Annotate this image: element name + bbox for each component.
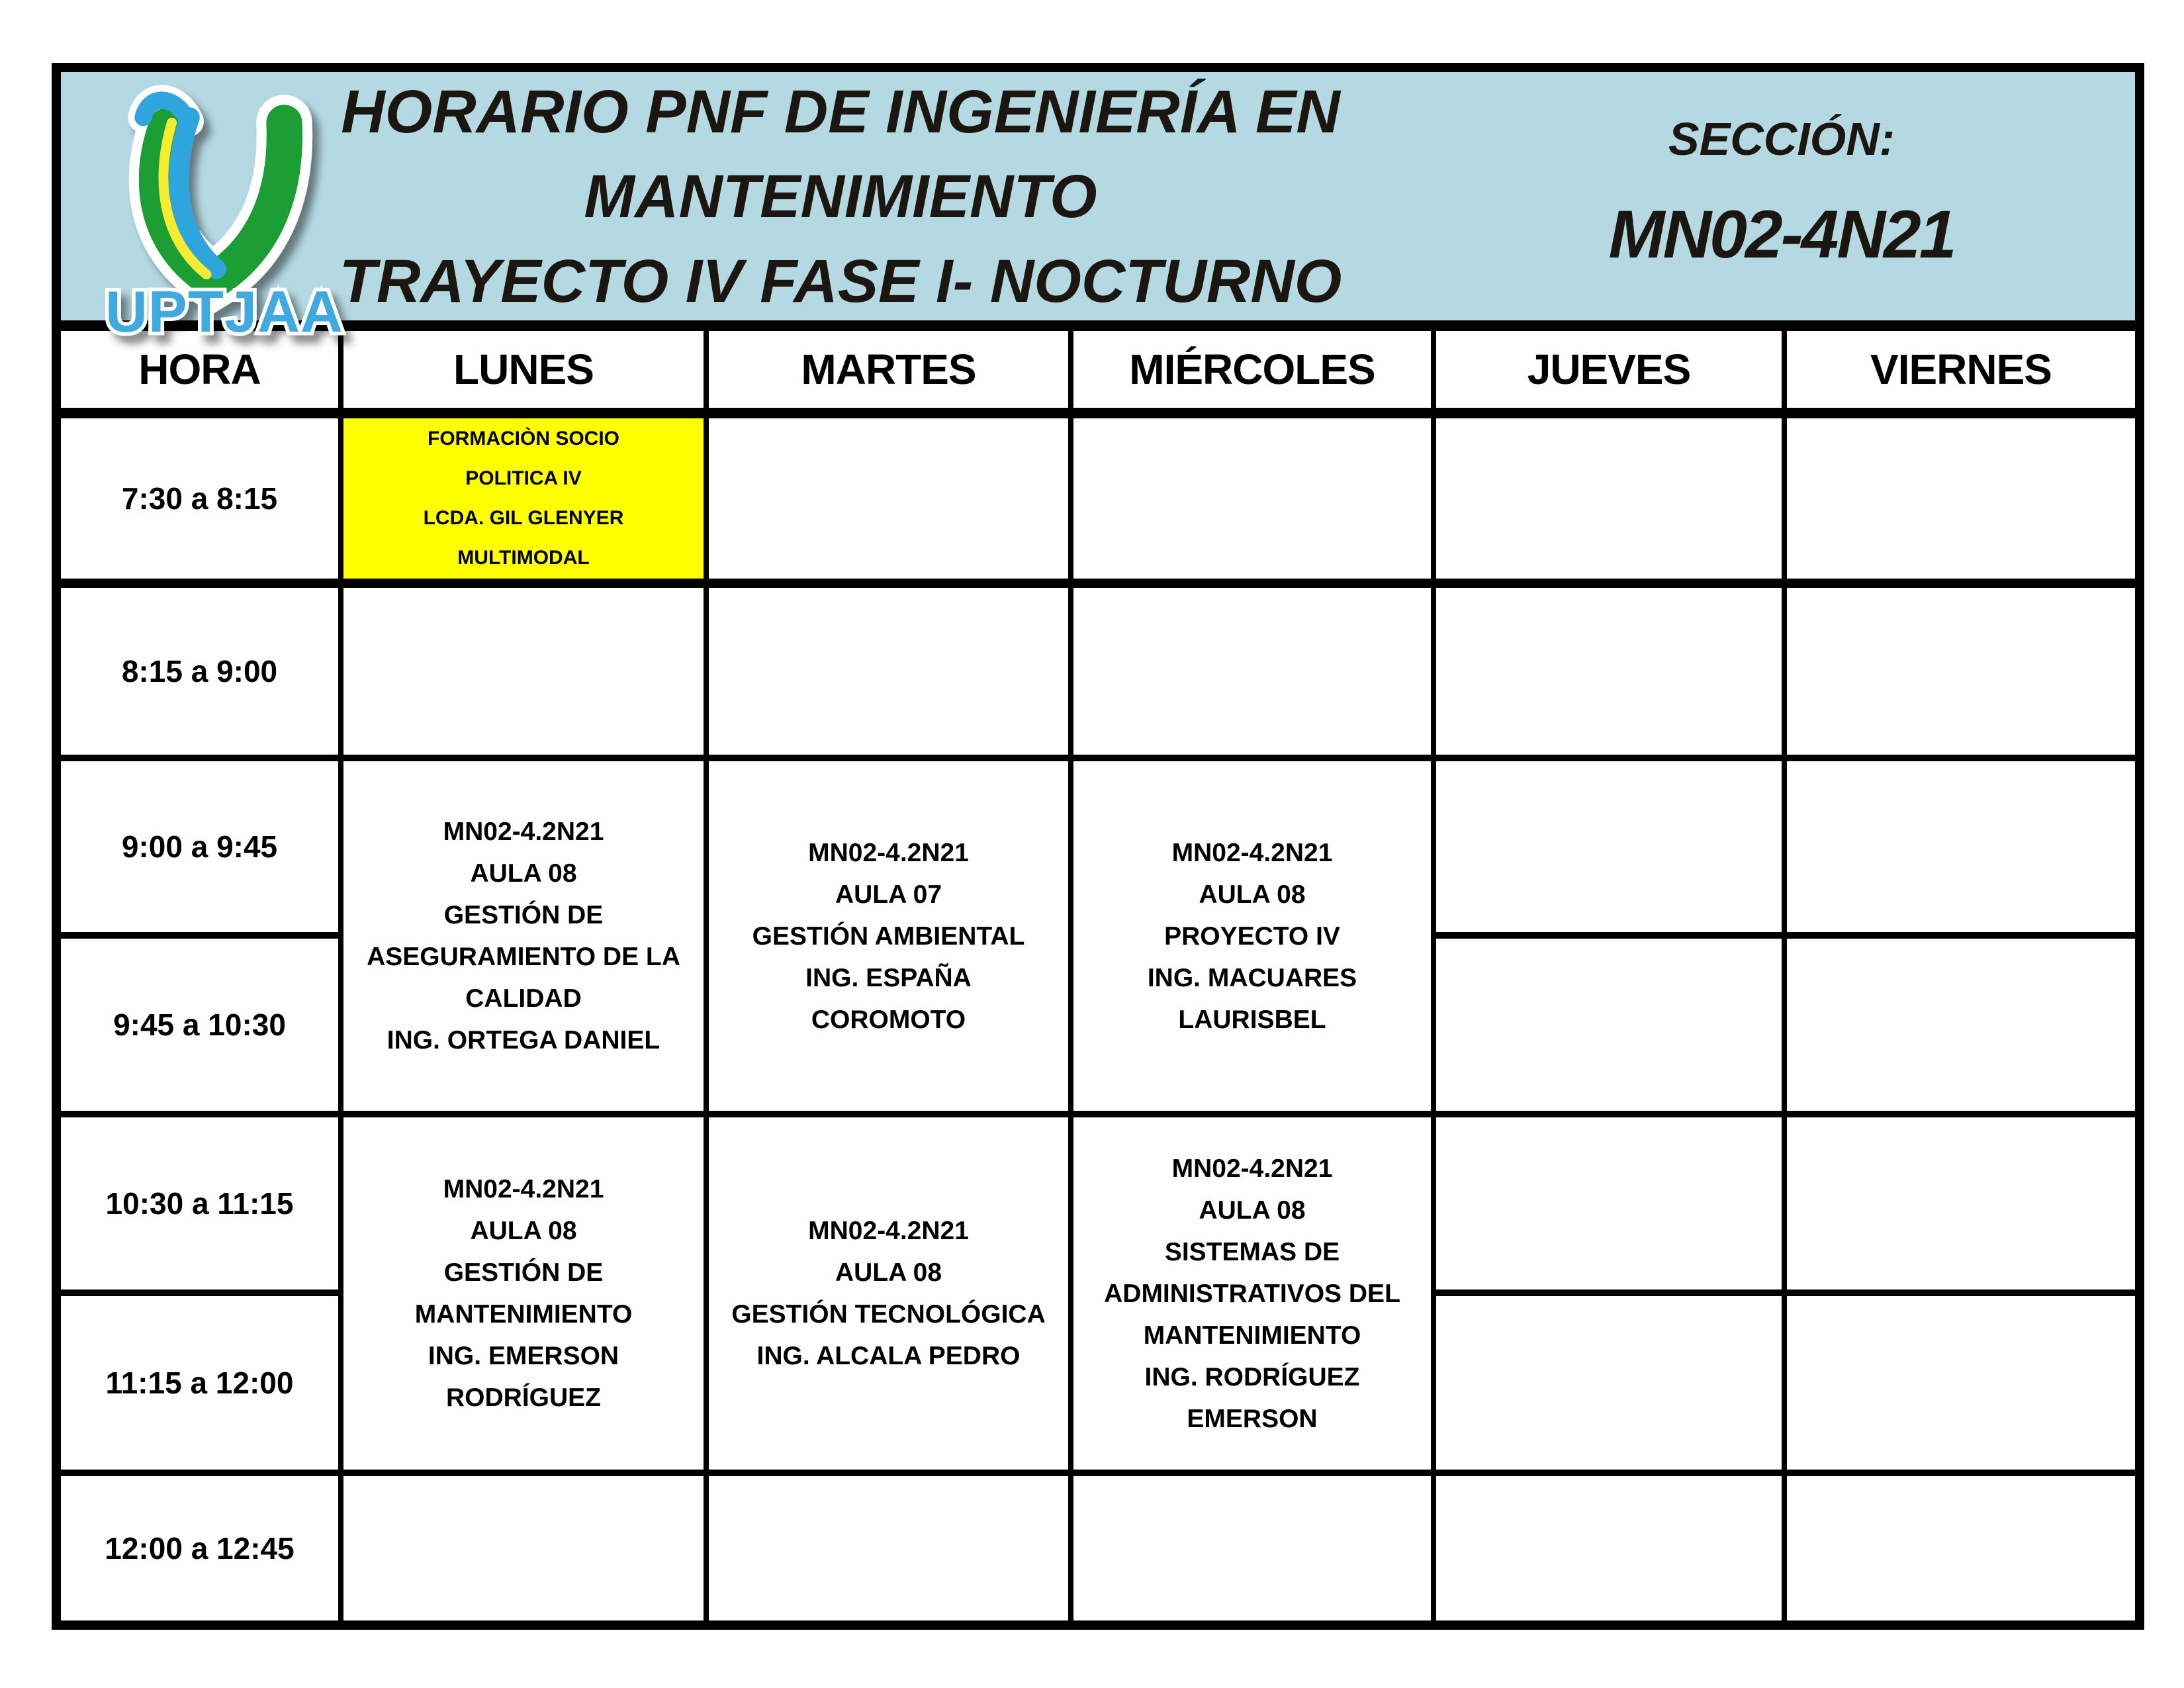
course-line: EMERSON bbox=[1187, 1404, 1318, 1433]
section-block bbox=[1451, 72, 2113, 320]
empty-cell-jueves-r4 bbox=[1436, 939, 1787, 1117]
course-line: AULA 08 bbox=[1199, 880, 1306, 909]
empty-cell-miercoles-r1 bbox=[1073, 418, 1436, 588]
day-header-hora: HORA bbox=[61, 331, 343, 418]
course-line: MANTENIMIENTO bbox=[1143, 1321, 1361, 1350]
course-line: PROYECTO IV bbox=[1164, 921, 1340, 951]
course-line: AULA 08 bbox=[470, 859, 577, 888]
course-line: GESTIÓN DE bbox=[443, 1258, 604, 1287]
course-line: GESTIÓN TECNOLÓGICA bbox=[731, 1300, 1046, 1329]
course-sistemas-administrativos-mantenimiento bbox=[1073, 1117, 1436, 1476]
day-header-jueves: JUEVES bbox=[1436, 331, 1787, 418]
course-line: ING. EMERSON bbox=[428, 1342, 619, 1370]
section-label: SECCIÓN: bbox=[1668, 113, 1895, 165]
empty-cell-jueves-r7 bbox=[1436, 1476, 1787, 1620]
title-line-3: TRAYECTO IV FASE I- NOCTURNO bbox=[339, 247, 1342, 315]
section-value: MN02-4N21 bbox=[1608, 197, 1955, 272]
day-header-miercoles: MIÉRCOLES bbox=[1073, 331, 1436, 418]
course-gestion-mantenimiento bbox=[343, 1117, 709, 1476]
course-line: RODRÍGUEZ bbox=[446, 1383, 601, 1412]
course-line: FORMACIÒN SOCIO bbox=[428, 428, 619, 449]
time-cell-0730-0815: 7:30 a 8:15 bbox=[61, 418, 343, 588]
course-line: MN02-4.2N21 bbox=[808, 838, 969, 867]
empty-cell-martes-r7 bbox=[709, 1476, 1073, 1620]
empty-cell-viernes-r2 bbox=[1787, 588, 2135, 761]
time-cell-1115-1200: 11:15 a 12:00 bbox=[61, 1296, 343, 1476]
time-cell-0900-0945: 9:00 a 9:45 bbox=[61, 761, 343, 939]
title-line-2: MANTENIMIENTO bbox=[584, 162, 1097, 230]
course-gestion-tecnologica bbox=[709, 1117, 1073, 1476]
empty-cell-viernes-r5 bbox=[1787, 1117, 2135, 1296]
logo-u-icon bbox=[81, 76, 372, 342]
time-cell-1200-1245: 12:00 a 12:45 bbox=[61, 1476, 343, 1620]
time-cell-0945-1030: 9:45 a 10:30 bbox=[61, 939, 343, 1117]
empty-cell-miercoles-r2 bbox=[1073, 588, 1436, 761]
course-line: CALIDAD bbox=[465, 984, 582, 1013]
empty-cell-viernes-r7 bbox=[1787, 1476, 2135, 1620]
day-header-martes: MARTES bbox=[709, 331, 1073, 418]
logo-text: UPTJAA bbox=[105, 278, 343, 344]
empty-cell-miercoles-r7 bbox=[1073, 1476, 1436, 1620]
course-line: LAURISBEL bbox=[1178, 1005, 1326, 1034]
schedule-frame bbox=[52, 63, 2144, 1630]
title-line-1: HORARIO PNF DE INGENIERÍA EN bbox=[341, 77, 1340, 146]
empty-cell-lunes-r2 bbox=[343, 588, 709, 761]
schedule-grid bbox=[61, 72, 2135, 1620]
empty-cell-viernes-r3 bbox=[1787, 761, 2135, 939]
course-line: ING. ESPAÑA bbox=[805, 963, 972, 992]
course-line: POLITICA IV bbox=[465, 467, 582, 489]
empty-cell-viernes-r1 bbox=[1787, 418, 2135, 588]
empty-cell-jueves-r5 bbox=[1436, 1117, 1787, 1296]
course-line: LCDA. GIL GLENYER bbox=[423, 507, 624, 529]
day-header-viernes: VIERNES bbox=[1787, 331, 2135, 418]
course-line: MN02-4.2N21 bbox=[1171, 838, 1333, 867]
empty-cell-viernes-r6 bbox=[1787, 1296, 2135, 1476]
course-line: MN02-4.2N21 bbox=[443, 1175, 604, 1203]
schedule-title bbox=[339, 72, 1342, 320]
course-line: MN02-4.2N21 bbox=[808, 1217, 969, 1245]
uptjaa-logo bbox=[81, 76, 372, 342]
course-gestion-ambiental bbox=[709, 761, 1073, 1117]
course-line: COROMOTO bbox=[811, 1005, 966, 1034]
course-line: SISTEMAS DE bbox=[1164, 1237, 1340, 1266]
header-band bbox=[61, 72, 2135, 344]
course-line: AULA 08 bbox=[470, 1217, 577, 1245]
time-cell-1030-1115: 10:30 a 11:15 bbox=[61, 1117, 343, 1296]
course-line: GESTIÓN AMBIENTAL bbox=[752, 921, 1025, 951]
time-cell-0815-0900: 8:15 a 9:00 bbox=[61, 588, 343, 761]
empty-cell-jueves-r2 bbox=[1436, 588, 1787, 761]
day-header-lunes: LUNES bbox=[343, 331, 709, 418]
course-proyecto-iv bbox=[1073, 761, 1436, 1117]
course-line: ING. ORTEGA DANIEL bbox=[387, 1026, 660, 1055]
course-line: GESTIÓN DE bbox=[443, 901, 604, 929]
course-formacion-socio-politica bbox=[343, 418, 709, 588]
course-line: MULTIMODAL bbox=[457, 547, 590, 569]
course-gestion-aseguramiento-calidad bbox=[343, 761, 709, 1117]
empty-cell-viernes-r4 bbox=[1787, 939, 2135, 1117]
empty-cell-martes-r1 bbox=[709, 418, 1073, 588]
course-line: AULA 08 bbox=[835, 1258, 942, 1287]
course-line: AULA 08 bbox=[1199, 1196, 1306, 1225]
empty-cell-martes-r2 bbox=[709, 588, 1073, 761]
course-line: ING. RODRÍGUEZ bbox=[1144, 1362, 1360, 1391]
empty-cell-jueves-r1 bbox=[1436, 418, 1787, 588]
course-line: MN02-4.2N21 bbox=[1171, 1154, 1333, 1183]
course-line: ING. ALCALA PEDRO bbox=[756, 1342, 1021, 1370]
course-line: MN02-4.2N21 bbox=[443, 818, 604, 846]
course-line: ASEGURAMIENTO DE LA bbox=[367, 943, 680, 971]
course-line: MANTENIMIENTO bbox=[414, 1300, 633, 1329]
empty-cell-lunes-r7 bbox=[343, 1476, 709, 1620]
course-line: ING. MACUARES bbox=[1147, 963, 1357, 992]
empty-cell-jueves-r3 bbox=[1436, 761, 1787, 939]
course-line: AULA 07 bbox=[835, 880, 942, 909]
course-line: ADMINISTRATIVOS DEL bbox=[1104, 1279, 1400, 1308]
empty-cell-jueves-r6 bbox=[1436, 1296, 1787, 1476]
